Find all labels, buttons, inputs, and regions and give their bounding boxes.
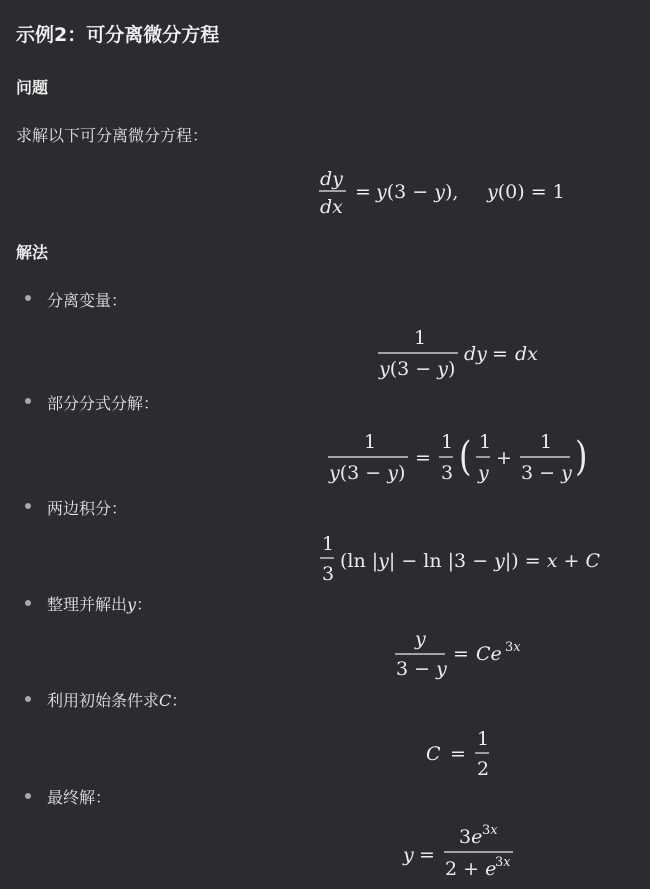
step-separate-label: 分离变量：	[47, 291, 128, 310]
svg-text:y: y	[415, 628, 426, 650]
step-partial-fraction-label: 部分分式分解：	[47, 394, 160, 413]
svg-text:3: 3	[322, 563, 335, 585]
svg-text:(: (	[459, 432, 472, 480]
step-final-label: 最终解：	[47, 788, 112, 807]
svg-text:=: =	[453, 643, 469, 665]
bullet-icon	[25, 503, 31, 509]
svg-text:=: =	[450, 743, 466, 765]
step-find-c-label: 利用初始条件求C：	[47, 691, 188, 710]
svg-text:1: 1	[477, 728, 490, 750]
svg-text:=: =	[492, 343, 508, 365]
problem-text: 求解以下可分离微分方程：	[16, 126, 209, 145]
svg-text:dx: dx	[515, 343, 538, 365]
bullet-icon	[25, 295, 31, 301]
bullet-icon	[25, 600, 31, 606]
bullet-icon	[25, 696, 31, 702]
solved-y-equation	[390, 624, 590, 684]
svg-text:y(3 − y),: y(3 − y),	[376, 181, 459, 203]
svg-text:): )	[575, 432, 588, 480]
svg-text:1: 1	[414, 327, 427, 349]
svg-text:3 − y: 3 − y	[521, 462, 572, 484]
svg-text:1: 1	[364, 431, 377, 453]
svg-text:2: 2	[477, 758, 490, 780]
svg-text:dy: dy	[320, 168, 343, 190]
constant-c-equation	[420, 724, 540, 784]
svg-text:=: =	[355, 181, 371, 203]
svg-text:1: 1	[479, 431, 492, 453]
bullet-icon	[25, 398, 31, 404]
svg-text:(ln |y| − ln |3 − y|) = x + C: (ln |y| − ln |3 − y|) = x + C	[340, 550, 600, 572]
svg-text:+: +	[496, 447, 512, 469]
final-solution-equation	[395, 820, 555, 885]
bullet-icon	[25, 793, 31, 799]
solution-heading: 解法	[16, 243, 49, 262]
partial-fraction-equation	[322, 426, 602, 490]
svg-text:1: 1	[441, 431, 454, 453]
svg-text:y: y	[403, 844, 414, 866]
svg-text:Ce: Ce	[476, 643, 502, 665]
svg-text:y(0) = 1: y(0) = 1	[487, 181, 565, 203]
integrated-equation	[314, 530, 614, 590]
page-title: 示例2：可分离微分方程	[16, 24, 220, 46]
svg-text:3x: 3x	[505, 640, 521, 655]
step-solve-y-label: 整理并解出y：	[47, 595, 153, 614]
svg-text:=: =	[415, 447, 431, 469]
svg-text:3 − y: 3 − y	[396, 658, 447, 680]
svg-text:2 + e: 2 + e	[445, 858, 497, 880]
step-integrate-label: 两边积分：	[47, 499, 128, 518]
svg-text:dy: dy	[464, 343, 487, 365]
svg-text:1: 1	[540, 431, 553, 453]
svg-text:dx: dx	[320, 196, 343, 218]
svg-text:3e: 3e	[459, 826, 483, 848]
svg-text:y(3 − y): y(3 − y)	[329, 462, 406, 484]
problem-equation	[300, 160, 600, 222]
svg-text:y(3 − y): y(3 − y)	[379, 358, 456, 380]
separated-equation	[370, 322, 570, 384]
svg-text:3x: 3x	[482, 823, 498, 838]
svg-text:=: =	[419, 844, 435, 866]
problem-heading: 问题	[16, 78, 49, 97]
svg-text:C: C	[426, 743, 441, 765]
svg-text:y: y	[478, 462, 489, 484]
svg-text:3x: 3x	[495, 855, 511, 870]
svg-text:3: 3	[441, 462, 454, 484]
svg-text:1: 1	[322, 533, 335, 555]
